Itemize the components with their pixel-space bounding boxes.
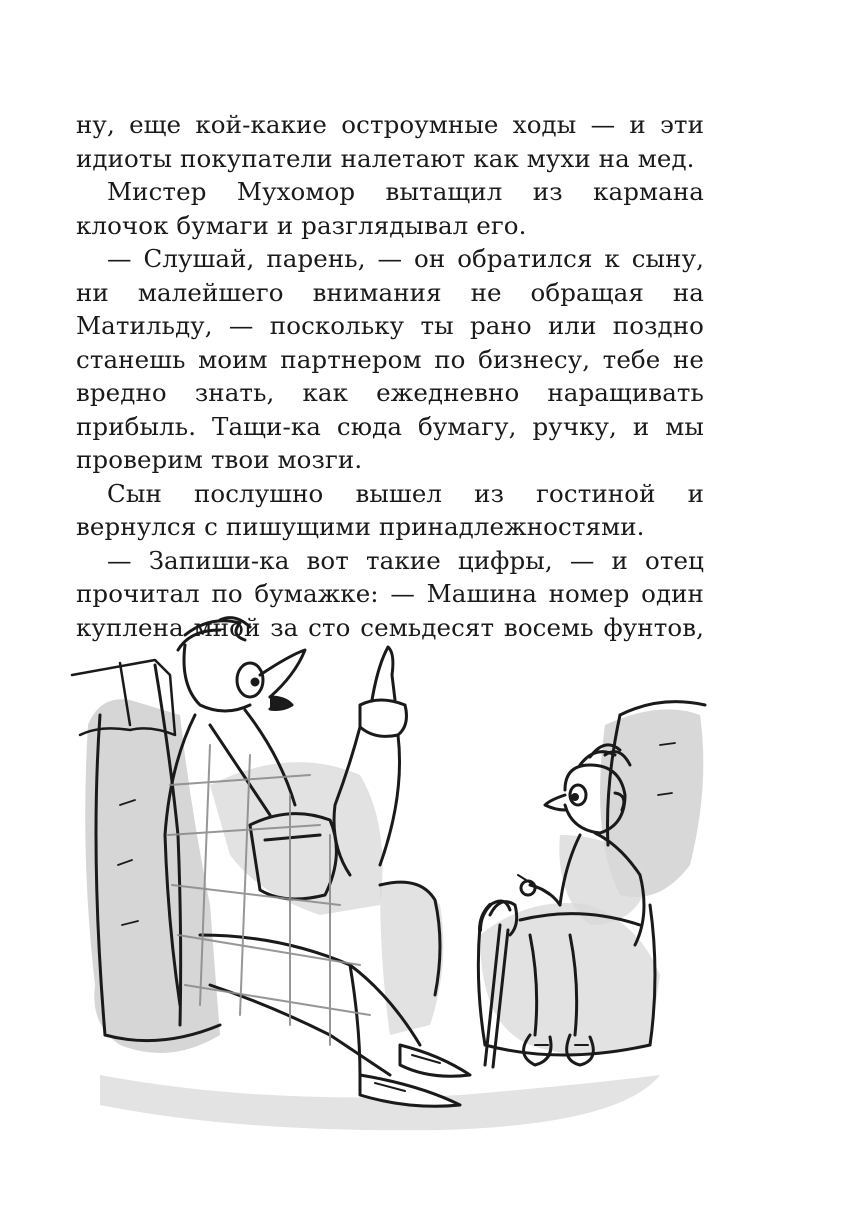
paragraph-1: ну, еще кой-какие остроумные ходы — и эти идиоты покупатели налетают как мухи на мед. [76, 110, 704, 173]
armchair-wash-left [85, 699, 443, 1053]
paragraph-3: — Слушай, парень, — он обратился к сыну, ни малейшего внимания не обращая на Матильду, — поскольку ты рано или поздно станешь моим партнером по бизнесу, тебе не вредно знать, как ежедневно наращивать прибыль. Тащи-ка сюда бумагу, ручку, и мы проверим твои мозги. [76, 244, 704, 474]
paragraph-2: Мистер Мухомор вытащил из кармана клочок бумаги и разглядывал его. [76, 177, 704, 240]
paragraph-4: Сын послушно вышел из гостиной и вернулся с пишущими принадлежностями. [76, 478, 704, 541]
body-text [76, 108, 704, 644]
armchair-wash-right [480, 709, 703, 1055]
illustration-father-and-son [60, 605, 740, 1145]
paragraph-5: — Запиши-ка вот такие цифры, — и отец прочитал по бумажке: — Машина номер один куплена мной за сто семьдесят восемь фунтов, [76, 545, 704, 642]
